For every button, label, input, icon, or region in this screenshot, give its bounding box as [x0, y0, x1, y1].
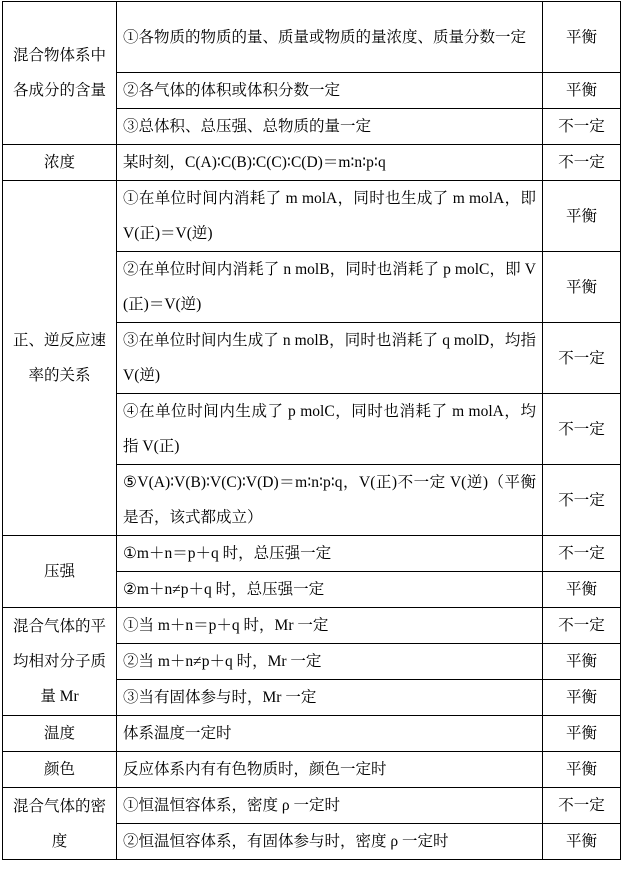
condition-cell: ②在单位时间内消耗了 n molB，同时也消耗了 p molC，即 V(正)＝V(逆)	[117, 252, 543, 323]
result-cell: 平衡	[543, 73, 621, 109]
table-row	[3, 608, 621, 644]
category-cell	[3, 181, 117, 536]
result-cell: 不一定	[543, 788, 621, 824]
condition-cell: 反应体系内有有色物质时，颜色一定时	[117, 752, 543, 788]
result-cell: 不一定	[543, 465, 621, 536]
result-cell: 平衡	[543, 824, 621, 860]
category-cell	[3, 788, 117, 860]
condition-cell: 体系温度一定时	[117, 716, 543, 752]
category-cell	[3, 752, 117, 788]
result-cell: 不一定	[543, 536, 621, 572]
result-cell: 不一定	[543, 323, 621, 394]
result-cell: 不一定	[543, 109, 621, 145]
result-cell: 平衡	[543, 752, 621, 788]
category-label: 混合物体系中各成分的含量	[12, 47, 106, 99]
table-row	[3, 2, 621, 73]
category-label: 混合气体的平均相对分子质量 Mr	[12, 618, 106, 705]
result-cell: 平衡	[543, 572, 621, 608]
category-label: 颜色	[43, 761, 75, 778]
condition-cell: ①当 m＋n＝p＋q 时，Mr 一定	[117, 608, 543, 644]
category-cell	[3, 145, 117, 181]
condition-cell: ①在单位时间内消耗了 m molA，同时也生成了 m molA，即 V(正)＝V(逆)	[117, 181, 543, 252]
category-label: 压强	[43, 563, 75, 580]
condition-cell: 某时刻，C(A)∶C(B)∶C(C)∶C(D)＝m∶n∶p∶q	[117, 145, 543, 181]
result-cell: 平衡	[543, 181, 621, 252]
result-cell: 不一定	[543, 145, 621, 181]
result-cell: 平衡	[543, 680, 621, 716]
result-cell: 平衡	[543, 2, 621, 73]
result-cell: 平衡	[543, 644, 621, 680]
table-row	[3, 145, 621, 181]
result-cell: 平衡	[543, 716, 621, 752]
table-row	[3, 536, 621, 572]
condition-cell: ②恒温恒容体系，有固体参与时，密度 ρ 一定时	[117, 824, 543, 860]
condition-cell: ②当 m＋n≠p＋q 时，Mr 一定	[117, 644, 543, 680]
condition-cell: ③当有固体参与时，Mr 一定	[117, 680, 543, 716]
condition-cell: ①恒温恒容体系，密度 ρ 一定时	[117, 788, 543, 824]
category-label: 混合气体的密度	[12, 797, 106, 850]
condition-cell: ①m＋n＝p＋q 时，总压强一定	[117, 536, 543, 572]
table-row	[3, 716, 621, 752]
category-cell	[3, 716, 117, 752]
condition-cell: ②m＋n≠p＋q 时，总压强一定	[117, 572, 543, 608]
category-label: 温度	[43, 725, 75, 742]
category-cell	[3, 2, 117, 145]
table-row	[3, 181, 621, 252]
condition-cell: ③在单位时间内生成了 n molB，同时也消耗了 q molD，均指 V(逆)	[117, 323, 543, 394]
condition-cell: ⑤V(A)∶V(B)∶V(C)∶V(D)＝m∶n∶p∶q，V(正)不一定 V(逆)（平衡是否，该式都成立）	[117, 465, 543, 536]
condition-cell: ①各物质的物质的量、质量或物质的量浓度、质量分数一定	[117, 2, 543, 73]
result-cell: 不一定	[543, 608, 621, 644]
condition-cell: ④在单位时间内生成了 p molC，同时也消耗了 m molA，均指 V(正)	[117, 394, 543, 465]
result-cell: 不一定	[543, 394, 621, 465]
equilibrium-criteria-table	[2, 1, 621, 860]
condition-cell: ③总体积、总压强、总物质的量一定	[117, 109, 543, 145]
category-cell	[3, 608, 117, 716]
condition-cell: ②各气体的体积或体积分数一定	[117, 73, 543, 109]
table-row	[3, 788, 621, 824]
category-label: 正、逆反应速率的关系	[12, 332, 106, 384]
category-cell	[3, 536, 117, 608]
result-cell: 平衡	[543, 252, 621, 323]
table-row	[3, 752, 621, 788]
table-body	[3, 2, 621, 860]
category-label: 浓度	[43, 154, 75, 171]
